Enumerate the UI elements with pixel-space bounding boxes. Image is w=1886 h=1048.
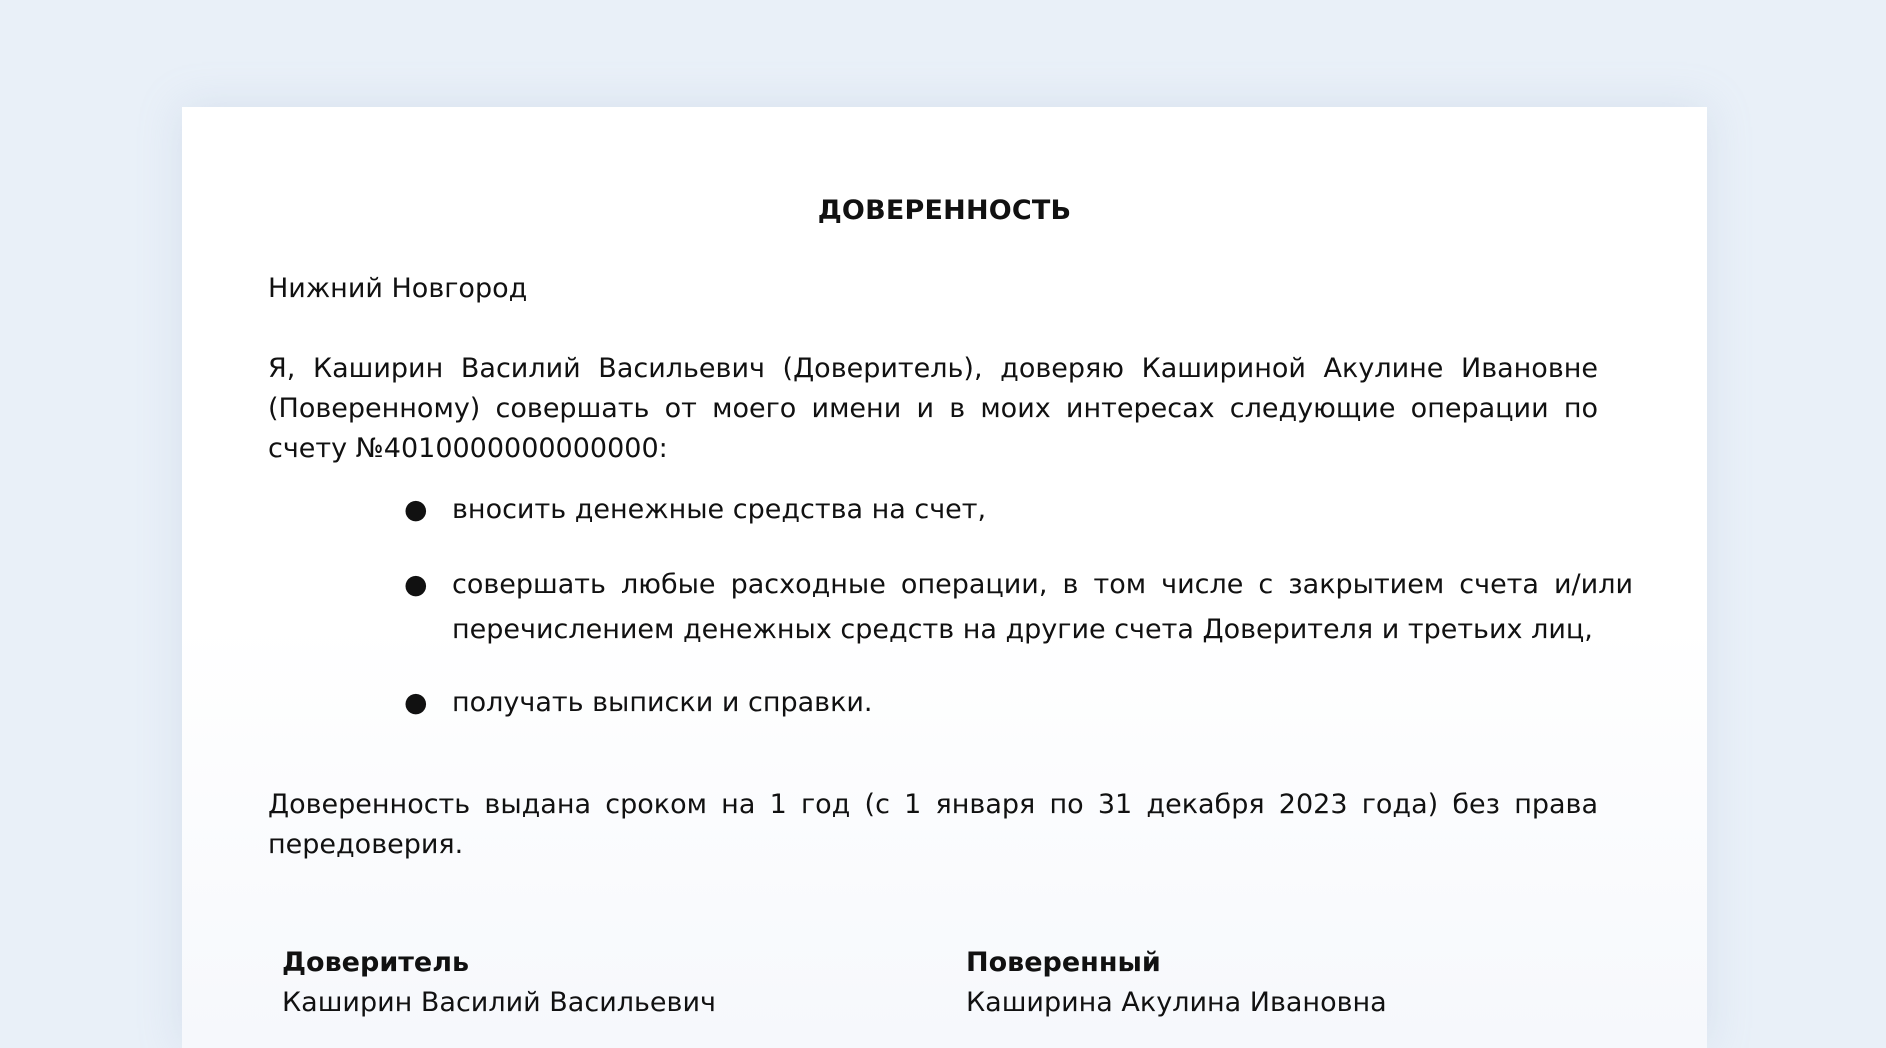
- attorney-role: Поверенный: [966, 947, 1161, 978]
- attorney-name: Каширина Акулина Ивановна: [966, 987, 1387, 1018]
- principal-role: Доверитель: [282, 947, 470, 978]
- document-title: ДОВЕРЕННОСТЬ: [817, 195, 1072, 226]
- principal-name: Каширин Василий Васильевич: [282, 987, 716, 1018]
- operation-item: вносить денежные средства на счет,: [452, 494, 987, 525]
- attorney-signature-block: [966, 943, 1387, 1023]
- document-page: [182, 107, 1707, 1048]
- bullet-icon: ●: [404, 494, 428, 525]
- intro-paragraph: Я, Каширин Василий Васильевич (Доверитель), доверяю Кашириной Акулине Ивановне (Поверенному) совершать от моего имени и в моих интересах следующие операции по счету №4010000000000000:: [268, 353, 1598, 464]
- principal-signature-block: [282, 943, 716, 1023]
- operation-item: получать выписки и справки.: [452, 687, 873, 718]
- document-city: Нижний Новгород: [268, 273, 528, 304]
- operation-item: совершать любые расходные операции, в том числе с закрытием счета и/или перечислением денежных средств на другие счета Доверителя и третьих лиц,: [452, 569, 1633, 645]
- validity-paragraph: Доверенность выдана сроком на 1 год (с 1 января по 31 декабря 2023 года) без права передоверия.: [268, 789, 1598, 860]
- bullet-icon: ●: [404, 569, 428, 600]
- bullet-icon: ●: [404, 687, 428, 718]
